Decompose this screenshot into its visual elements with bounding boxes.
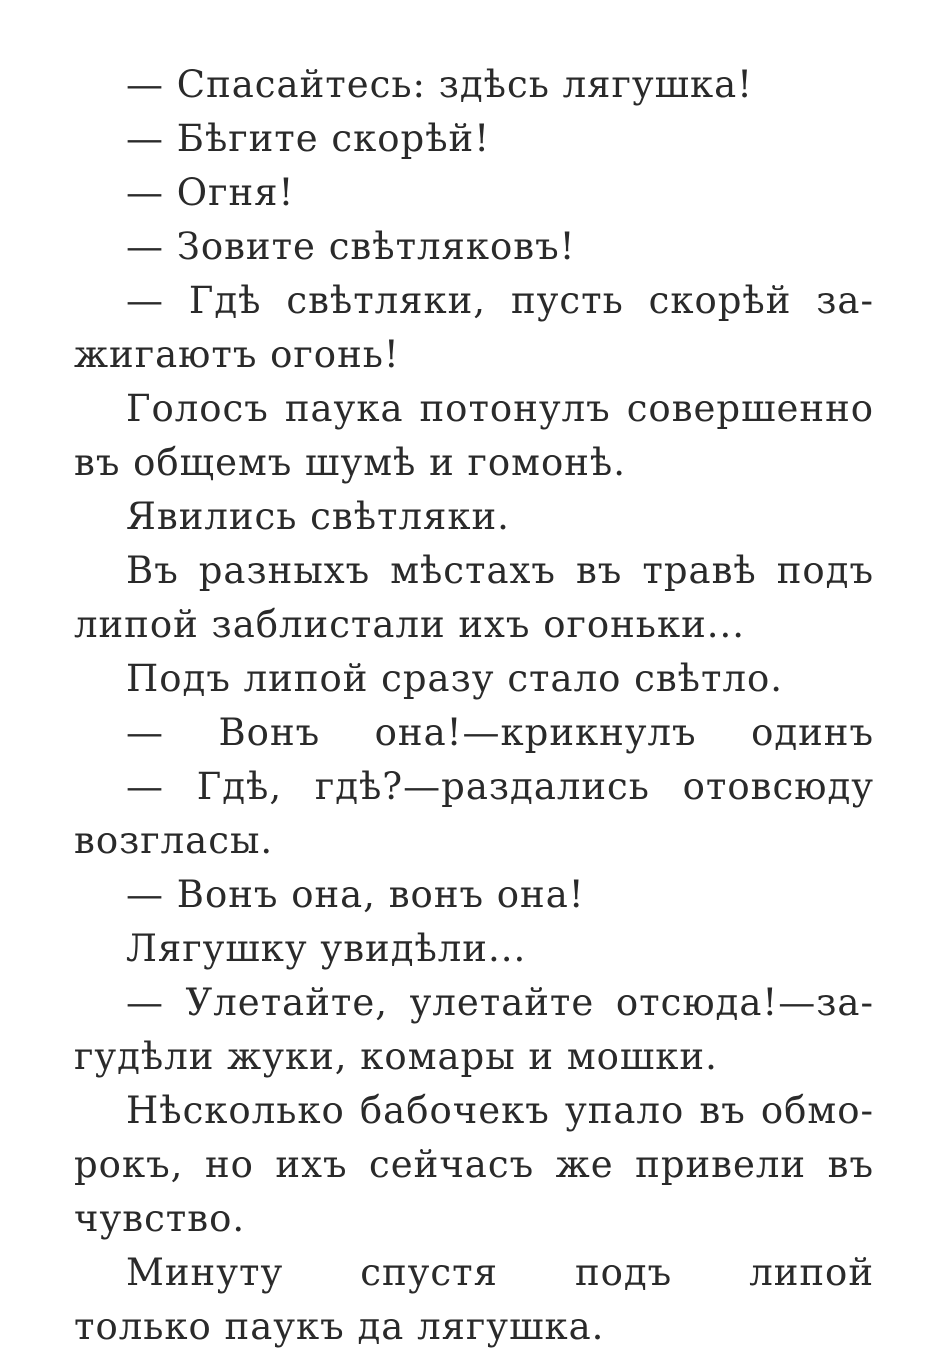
text-line: жигаютъ огонь! xyxy=(74,333,400,376)
text-line: Явились свѣтляки. xyxy=(126,495,510,538)
text-line: въ общемъ шумѣ и гомонѣ. xyxy=(74,441,626,484)
text-line: Подъ липой сразу стало свѣтло. xyxy=(126,657,783,700)
text-line: — Зовите свѣтляковъ! xyxy=(126,225,576,268)
text-line: — Огня! xyxy=(126,171,295,214)
text-line: Въ разныхъ мѣстахъ въ травѣ подъ xyxy=(126,549,874,592)
text-line: гудѣли жуки, комары и мошки. xyxy=(74,1035,718,1078)
page-text xyxy=(74,58,874,1354)
text-line: только паукъ да лягушка. xyxy=(74,1305,605,1348)
text-line: липой заблистали ихъ огоньки... xyxy=(74,603,746,646)
text-line: Минуту спустя подъ липой xyxy=(126,1251,874,1294)
text-line: Нѣсколько бабочекъ упало въ обмо- xyxy=(126,1089,874,1132)
text-line: — Вонъ она, вонъ она! xyxy=(126,873,585,916)
text-line: чувство. xyxy=(74,1197,246,1240)
text-line: — Вонъ она!—крикнулъ одинъ xyxy=(126,711,874,754)
text-line: Голосъ паука потонулъ совершенно xyxy=(126,387,874,430)
text-line: — Бѣгите скорѣй! xyxy=(126,117,491,160)
text-line: — Гдѣ, гдѣ?—раздались отовсюду xyxy=(126,765,874,808)
text-line: — Улетайте, улетайте отсюда!—за- xyxy=(126,981,874,1024)
text-line: возгласы. xyxy=(74,819,274,862)
text-line: — Спасайтесь: здѣсь лягушка! xyxy=(126,63,754,106)
text-line: рокъ, но ихъ сейчасъ же привели въ xyxy=(74,1143,874,1186)
text-line: Лягушку увидѣли... xyxy=(126,927,527,970)
text-line: — Гдѣ свѣтляки, пусть скорѣй за- xyxy=(126,279,874,322)
